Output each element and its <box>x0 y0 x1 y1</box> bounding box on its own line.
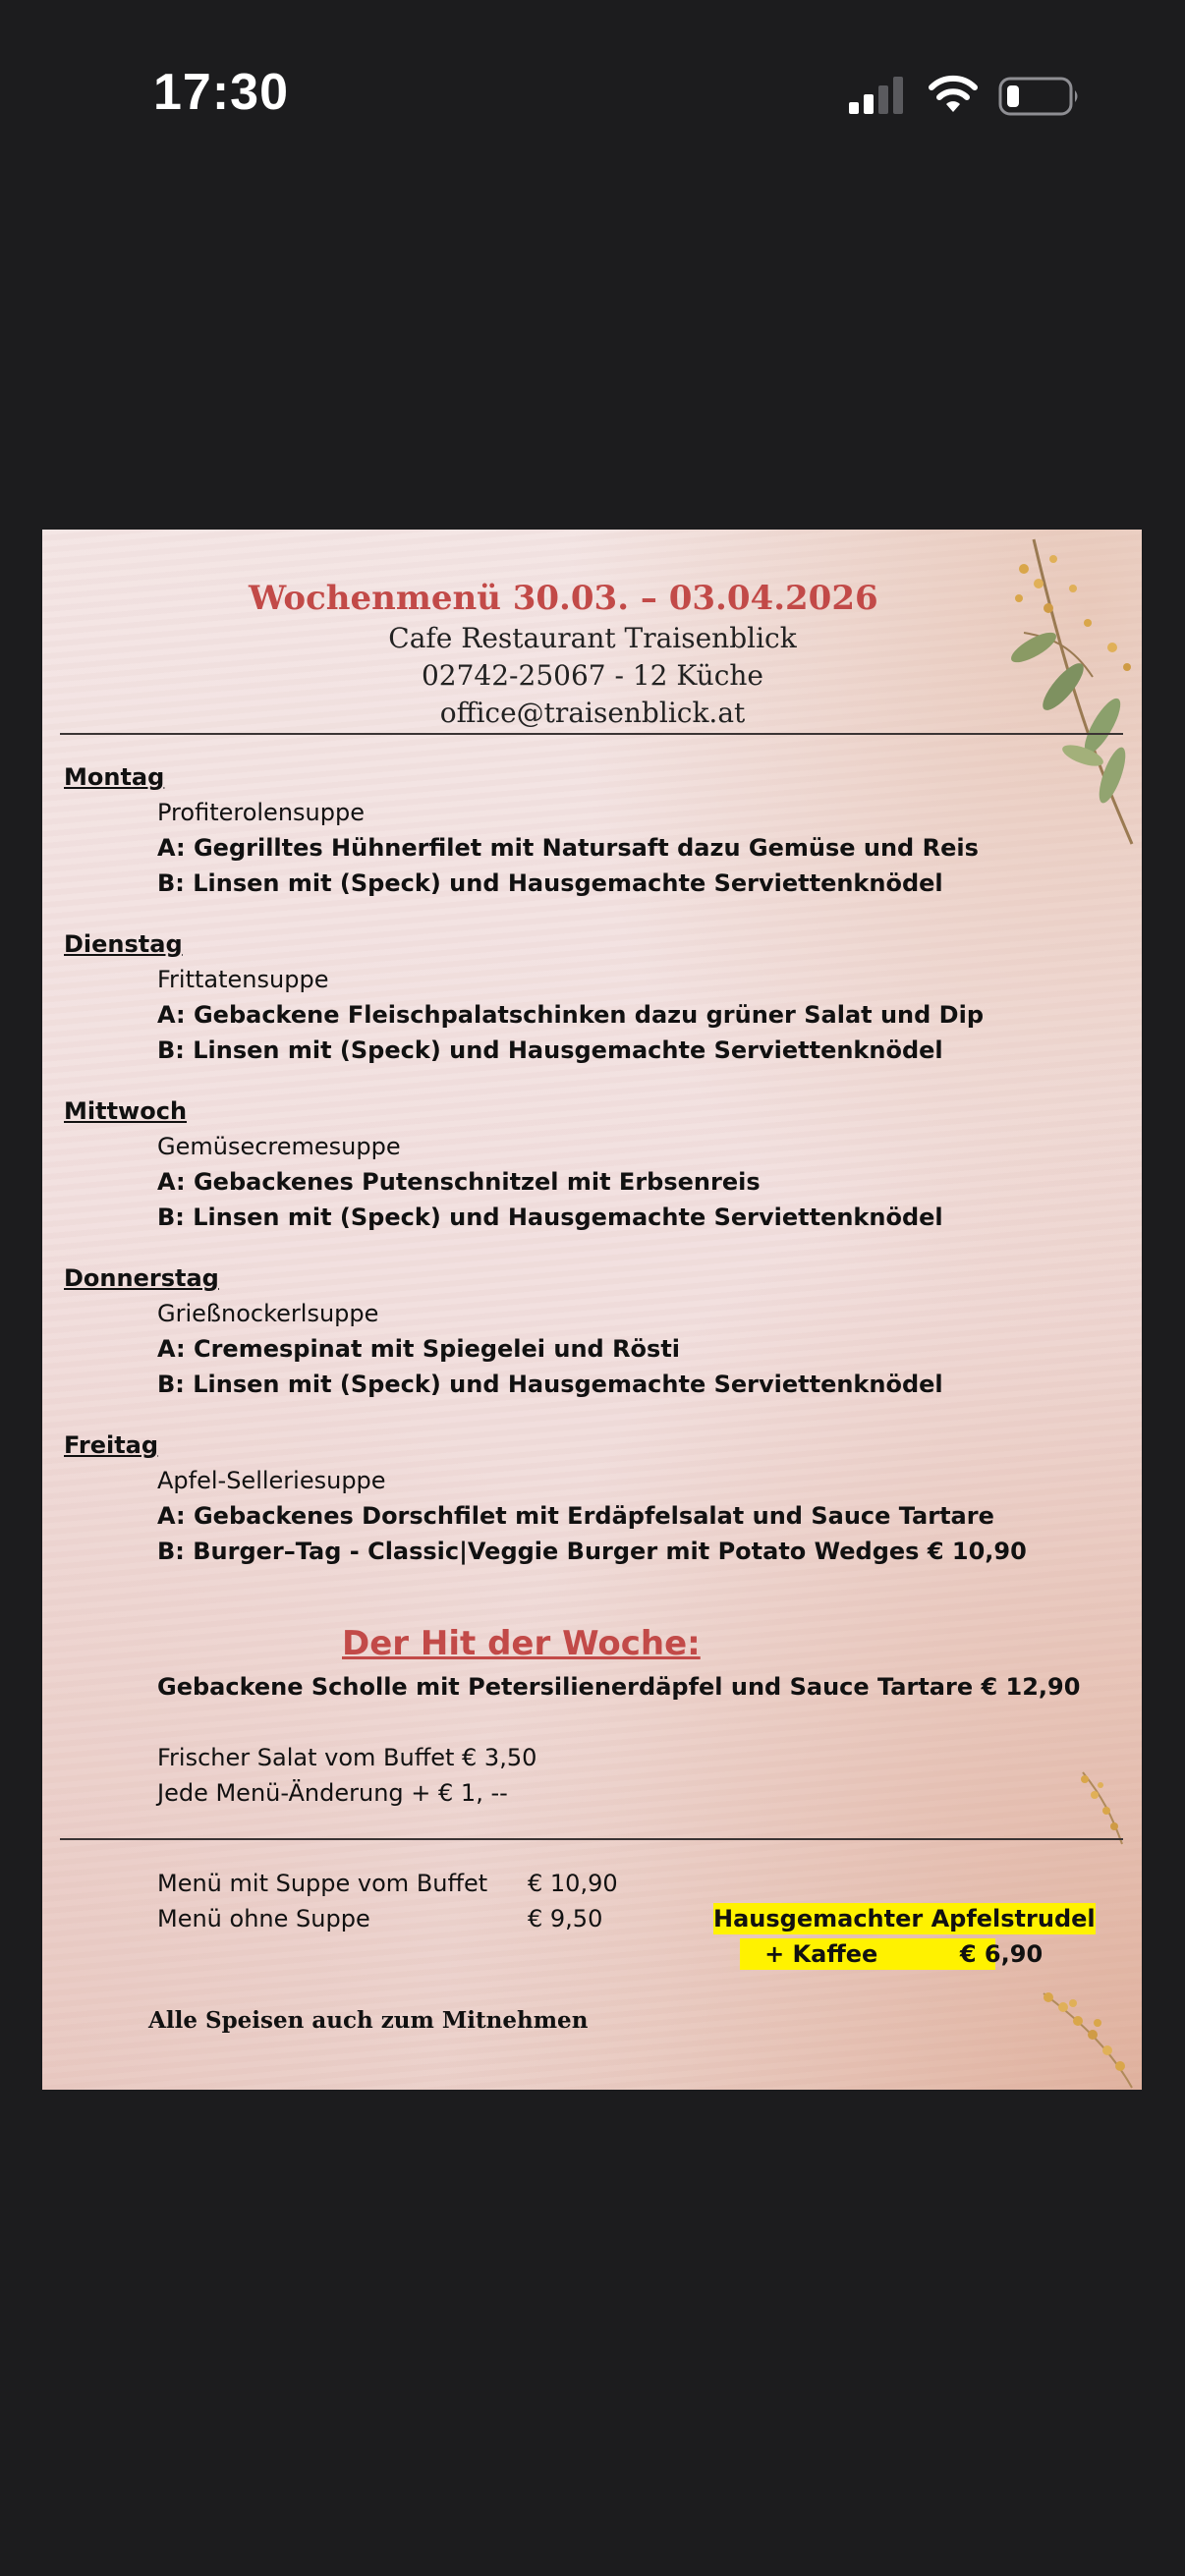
wifi-icon <box>928 73 979 114</box>
status-time: 17:30 <box>153 64 289 121</box>
option-a-donnerstag: A: Cremespinat mit Spiegelei und Rösti <box>157 1335 681 1363</box>
option-a-mittwoch: A: Gebackenes Putenschnitzel mit Erbsenreis <box>157 1168 761 1196</box>
menu-title: Wochenmenü 30.03. – 03.04.2026 <box>249 579 878 618</box>
soup-montag: Profiterolensuppe <box>157 799 365 826</box>
option-b-dienstag: B: Linsen mit (Speck) und Hausgemachte Serviettenknödel <box>157 1036 943 1064</box>
option-b-freitag: B: Burger–Tag - Classic|Veggie Burger mit Potato Wedges € 10,90 <box>157 1538 1027 1565</box>
option-b-donnerstag: B: Linsen mit (Speck) und Hausgemachte Serviettenknödel <box>157 1371 943 1398</box>
restaurant-email: office@traisenblick.at <box>439 697 746 729</box>
footer-divider <box>60 1838 1123 1840</box>
option-b-mittwoch: B: Linsen mit (Speck) und Hausgemachte Serviettenknödel <box>157 1204 943 1231</box>
strudel-offer-line2: + Kaffee € 6,90 <box>740 1940 1076 1968</box>
salad-extra: Frischer Salat vom Buffet € 3,50 <box>157 1744 537 1771</box>
battery-icon <box>998 77 1081 116</box>
soup-mittwoch: Gemüsecremesuppe <box>157 1133 401 1160</box>
day-label-montag: Montag <box>64 763 165 791</box>
foliage-decoration-icon <box>1034 1984 1142 2090</box>
soup-donnerstag: Grießnockerlsuppe <box>157 1300 379 1327</box>
foliage-decoration-icon <box>1063 1767 1132 1846</box>
menu-change-extra: Jede Menü-Änderung + € 1, -- <box>157 1779 508 1807</box>
option-a-dienstag: A: Gebackene Fleischpalatschinken dazu grüner Salat und Dip <box>157 1001 985 1029</box>
restaurant-name: Cafe Restaurant Traisenblick <box>388 622 797 654</box>
restaurant-phone: 02742-25067 - 12 Küche <box>421 659 764 692</box>
strudel-offer-line1: Hausgemachter Apfelstrudel <box>713 1905 1096 1932</box>
menu-without-soup-label: Menü ohne Suppe <box>157 1905 370 1932</box>
menu-with-soup-price: € 10,90 <box>528 1870 618 1897</box>
option-a-freitag: A: Gebackenes Dorschfilet mit Erdäpfelsalat und Sauce Tartare <box>157 1502 994 1530</box>
soup-freitag: Apfel-Selleriesuppe <box>157 1467 386 1494</box>
option-b-montag: B: Linsen mit (Speck) und Hausgemachte Serviettenknödel <box>157 869 943 897</box>
day-label-mittwoch: Mittwoch <box>64 1097 188 1125</box>
option-a-montag: A: Gegrilltes Hühnerfilet mit Natursaft dazu Gemüse und Reis <box>157 834 979 862</box>
day-label-freitag: Freitag <box>64 1431 159 1459</box>
hit-of-the-week-dish: Gebackene Scholle mit Petersilienerdäpfel und Sauce Tartare € 12,90 <box>157 1673 1081 1701</box>
menu-without-soup-price: € 9,50 <box>528 1905 603 1932</box>
header-divider <box>60 733 1123 735</box>
foliage-decoration-icon <box>994 530 1142 854</box>
cellular-signal-icon <box>849 77 908 116</box>
menu-image <box>42 530 1142 2090</box>
status-bar <box>0 0 1185 196</box>
takeaway-note: Alle Speisen auch zum Mitnehmen <box>148 2007 589 2034</box>
soup-dienstag: Frittatensuppe <box>157 966 329 993</box>
menu-with-soup-label: Menü mit Suppe vom Buffet <box>157 1870 488 1897</box>
hit-of-the-week-title: Der Hit der Woche: <box>342 1624 701 1663</box>
day-label-dienstag: Dienstag <box>64 930 183 958</box>
day-label-donnerstag: Donnerstag <box>64 1264 219 1292</box>
